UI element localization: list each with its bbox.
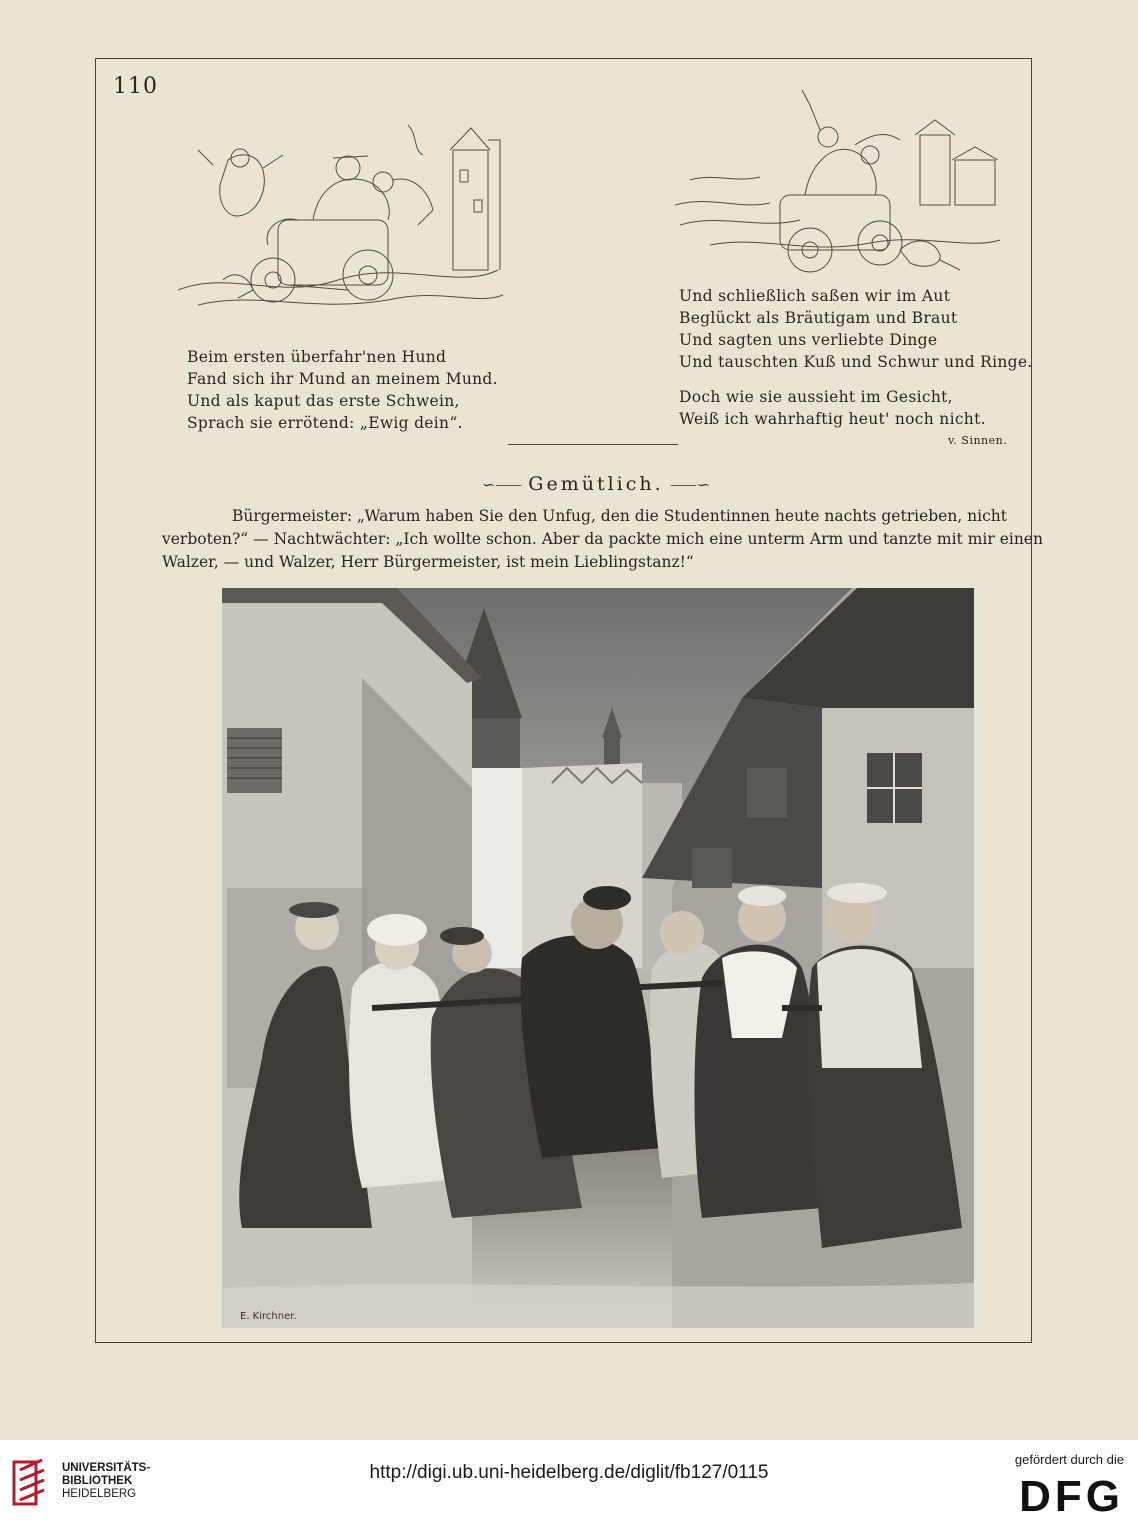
university-line: BIBLIOTHEK [62, 1475, 133, 1487]
university-line: UNIVERSITÄTS- [62, 1462, 151, 1474]
poem-line: Sprach sie errötend: „Ewig dein“. [187, 414, 463, 432]
poem-signature: v. Sinnen. [948, 434, 1008, 447]
poem-line: Weiß ich wahrhaftig heut' noch nicht. [679, 410, 986, 428]
poem-line: Und sagten uns verliebte Dinge [679, 331, 938, 349]
flourish-right-icon: ⸺∽ [669, 475, 711, 494]
poem-line: Fand sich ihr Mund an meinem Mund. [187, 370, 498, 388]
dialogue-line: verboten?“ — Nachtwächter: „Ich wollte schon. Aber da packte mich eine unterm Arm und tanzte mit mir einen [162, 530, 1043, 548]
dialogue-paragraph [162, 505, 1043, 574]
poem-right-stanza-b [679, 386, 986, 430]
footer-bar [0, 1440, 1138, 1525]
dialogue-line: Walzer, — und Walzer, Herr Bürgermeister, ist mein Lieblingstanz!“ [162, 553, 694, 571]
poem-line: Beim ersten überfahr'nen Hund [187, 348, 447, 366]
dialogue-line: Bürgermeister: „Warum haben Sie den Unfug, den die Studentinnen heute nachts getrieben, nicht [232, 507, 1008, 525]
university-city: HEIDELBERG [62, 1488, 137, 1500]
poem-line: Und schließlich saßen wir im Aut [679, 287, 951, 305]
dfg-logo[interactable]: DFG [1019, 1472, 1124, 1521]
funding-note: gefördert durch die [1014, 1452, 1124, 1467]
permalink-url[interactable]: http://digi.ub.uni-heidelberg.de/diglit/fb127/0115 [369, 1462, 769, 1483]
poem-left-stanza [187, 346, 498, 434]
flourish-left-icon: ∽⸺ [481, 475, 523, 494]
car-sketch-left [168, 120, 508, 330]
car-sketch-right [670, 85, 1005, 285]
artist-signature: E. Kirchner. [240, 1311, 297, 1322]
poem-line: Beglückt als Bräutigam und Braut [679, 309, 958, 327]
poem-right-stanza-a [679, 285, 1033, 373]
section-title-text: Gemütlich. [528, 473, 664, 495]
poem-line: Und als kaput das erste Schwein, [187, 392, 460, 410]
page-number: 110 [113, 74, 158, 99]
section-title [466, 472, 726, 495]
poem-line: Doch wie sie aussieht im Gesicht, [679, 388, 953, 406]
poem-line: Und tauschten Kuß und Schwur und Ringe. [679, 353, 1033, 371]
main-illustration [222, 588, 974, 1328]
section-divider [508, 444, 678, 445]
